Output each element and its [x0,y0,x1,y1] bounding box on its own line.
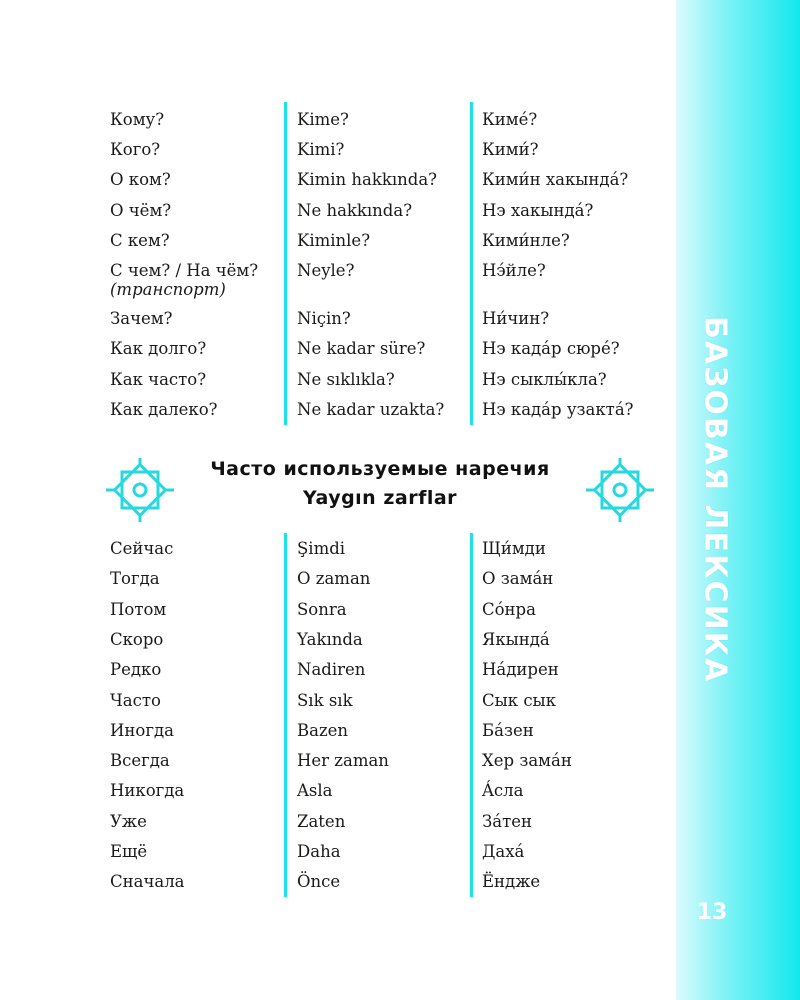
cell-text: Ещё [110,842,148,861]
table-cell [110,339,206,358]
table-cell [297,569,370,588]
cell-text: Daha [297,842,341,861]
table-cell [110,842,147,861]
cell-text: Якындá [482,629,550,649]
table-cell [110,600,166,619]
table-cell [110,261,258,299]
table-cell [297,842,341,861]
section-title-text: БАЗОВАЯ ЛЕКСИКА [697,316,733,684]
cell-text: Сначала [110,872,185,892]
table-cell [110,751,170,770]
cell-text: Kime? [297,110,349,129]
table-cell [110,539,173,558]
table-cell [482,691,556,710]
cell-text: Скоро [110,629,164,649]
cell-text: Ёндже [482,872,541,892]
table-cell [482,569,553,588]
table-cell [297,231,370,250]
cell-text: O zaman [297,569,371,589]
table-cell [482,812,532,831]
table-cell [482,660,559,679]
cell-text: Зáтен [482,811,533,831]
table-cell [110,170,171,189]
table-cell [110,691,161,710]
table-cell [482,110,537,129]
sidebar-band [676,0,800,1000]
column-divider [470,533,473,897]
table-cell [297,812,345,831]
cell-text: Нэ хакындá? [482,200,594,220]
table-cell [297,660,365,679]
cell-text: Редко [110,660,162,680]
cell-text: Sonra [297,599,347,619]
cell-text: Зачем? [110,309,173,329]
table-cell [482,539,546,558]
cell-text: Sık sık [297,690,353,710]
table-cell [297,140,344,159]
table-cell [482,170,628,189]
cell-text: Önce [297,872,341,892]
page-number: 13 [696,900,728,925]
cell-text: Ne hakkında? [297,200,413,220]
cell-text: О замáн [482,569,554,589]
cell-text: Нэ кадáр сюрé? [482,339,620,359]
table-cell [297,170,437,189]
table-cell [482,231,570,250]
column-divider [284,102,287,425]
table-cell [482,309,549,328]
cell-text: Нэ кадáр узактá? [482,399,634,419]
column-divider [284,533,287,897]
table-cell [110,660,161,679]
cell-text: Кому? [110,110,165,129]
cell-text: Нэ сыклы́кла? [482,369,607,389]
table-cell [297,261,354,280]
cell-text: Kimin hakkında? [297,170,438,190]
cell-text: Ne kadar süre? [297,339,426,359]
cell-text: Nadiren [297,660,366,680]
cell-text: Кого? [110,140,161,160]
cell-text: Yakında [297,629,363,649]
cell-text: Кими́? [482,140,539,160]
table-cell [297,339,425,358]
section-title [697,316,733,684]
table-cell [297,309,351,328]
table-cell [297,781,333,800]
cell-note: (транспорт) [110,280,226,299]
cell-text: Kimi? [297,140,345,160]
table-cell [110,140,160,159]
cell-text: Zaten [297,811,346,831]
cell-text: Дахá [482,842,525,861]
cell-text: С чем? / На чём? [110,261,259,280]
cell-text: Щи́мди [482,539,546,558]
table-cell [297,721,348,740]
table-cell [482,140,538,159]
cell-text: Кимé? [482,110,538,129]
table-cell [110,872,185,891]
table-cell [482,370,607,389]
table-cell [297,691,353,710]
table-cell [110,201,171,220]
cell-text: Хер замáн [482,751,572,771]
table-cell [297,630,363,649]
cell-text: Kiminle? [297,230,371,250]
cell-text: Никогда [110,781,185,801]
cell-text: Иногда [110,720,174,740]
cell-text: Сык сык [482,690,557,710]
table-cell [482,600,536,619]
cell-text: Нэ́йле? [482,261,546,280]
cell-text: Áсла [482,781,524,801]
cell-text: Как часто? [110,369,207,389]
table-cell [482,721,534,740]
table-cell [482,872,540,891]
table-cell [297,600,347,619]
table-cell [110,569,160,588]
table-cell [110,231,170,250]
table-cell [297,400,444,419]
table-cell [482,630,550,649]
cell-text: Her zaman [297,751,389,771]
table-cell [482,842,524,861]
table-cell [110,721,174,740]
table-cell [482,400,634,419]
table-cell [110,781,184,800]
table-cell [110,812,147,831]
table-cell [297,370,395,389]
table-cell [297,201,412,220]
cell-text: Уже [110,811,147,831]
cell-text: Кими́н хакындá? [482,170,629,190]
ornament-left-icon [102,456,178,530]
table-cell [482,339,620,358]
table-cell [297,539,345,558]
cell-text: Asla [297,781,333,801]
table-cell [110,370,206,389]
cell-text: Ne kadar uzakta? [297,399,445,419]
section-heading-tr: Yaygın zarflar [302,487,458,509]
cell-text: Потом [110,599,167,619]
ornament-right-icon [582,456,658,530]
cell-text: Часто [110,690,161,710]
cell-text: Кими́нле? [482,230,570,250]
table-cell [482,781,523,800]
cell-text: Сейчас [110,539,174,558]
table-cell [482,201,593,220]
column-divider [470,102,473,425]
cell-text: О чём? [110,200,172,220]
table-cell [110,110,164,129]
table-cell [297,751,389,770]
cell-text: Бáзен [482,720,534,740]
cell-text: Тогда [110,569,160,589]
table-cell [482,261,546,280]
cell-text: Niçin? [297,309,351,329]
section-heading-ru: Часто используемые наречия [210,458,550,480]
cell-text: О ком? [110,170,171,190]
cell-text: Как далеко? [110,399,218,419]
table-cell [482,751,572,770]
cell-text: Сóнра [482,599,536,619]
cell-text: Всегда [110,751,170,771]
cell-text: Нáдирен [482,660,559,680]
cell-text: Neyle? [297,261,355,280]
table-cell [110,309,172,328]
table-cell [110,630,163,649]
cell-text: Şimdi [297,539,346,558]
cell-text: С кем? [110,230,170,250]
cell-text: Как долго? [110,339,207,359]
table-cell [297,110,349,129]
cell-text: Ne sıklıkla? [297,369,395,389]
table-cell [297,872,340,891]
cell-text: Bazen [297,720,349,740]
cell-text: Ни́чин? [482,309,550,329]
table-cell [110,400,218,419]
